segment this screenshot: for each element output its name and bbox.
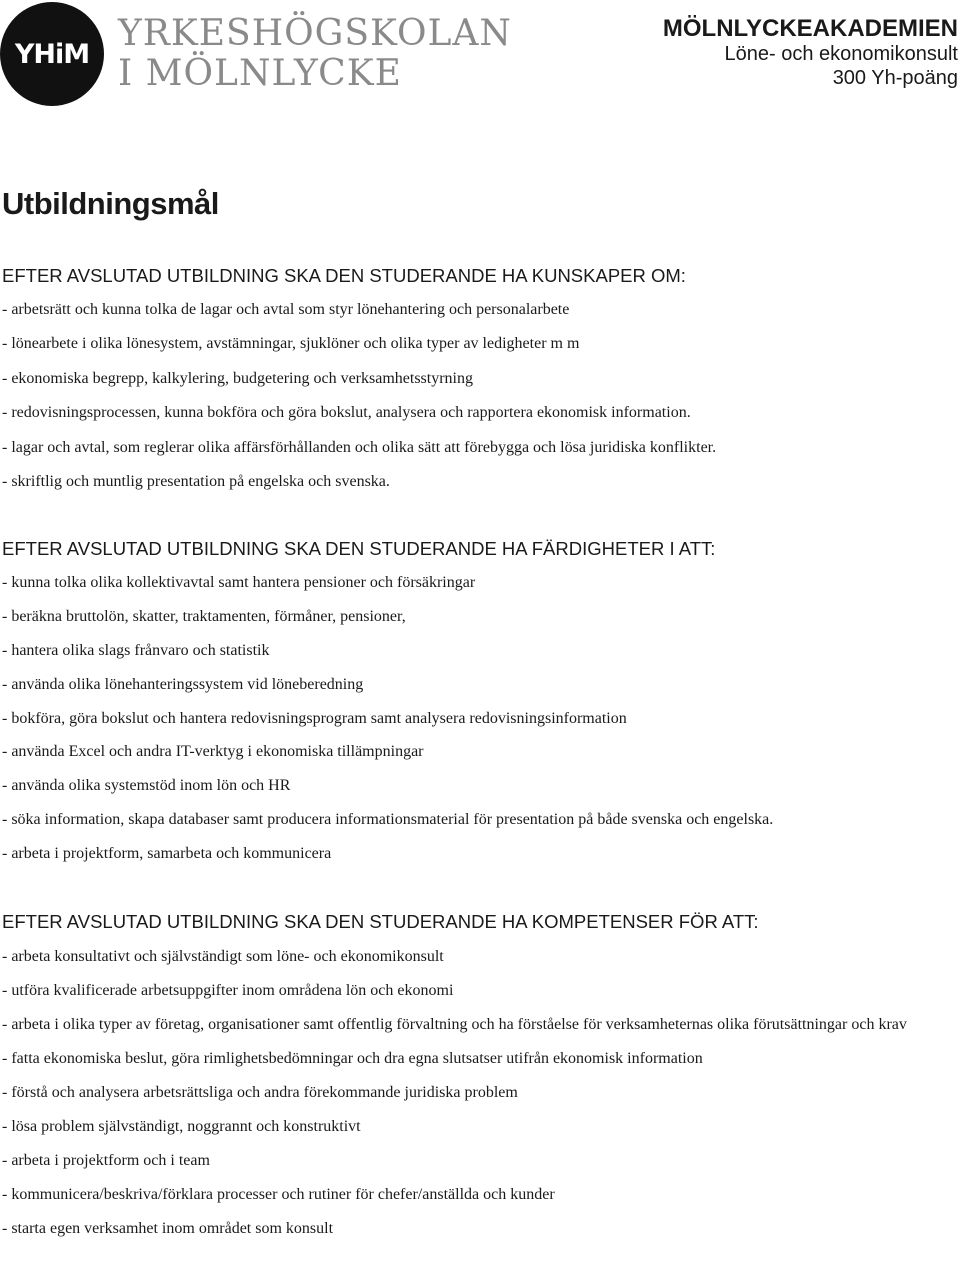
list-item: - lagar och avtal, som reglerar olika affärsförhållanden och olika sätt att förebygga och lösa juridiska konflikter. — [2, 438, 717, 456]
list-item: - förstå och analysera arbetsrättsliga och andra förekommande juridiska problem — [2, 1084, 518, 1101]
list-item: - arbeta i projektform och i team — [2, 1152, 210, 1169]
program-name: Löne- och ekonomikonsult — [724, 43, 958, 65]
list-item: - kommunicera/beskriva/förklara processer och rutiner för chefer/anställda och kunder — [2, 1186, 555, 1203]
section-knowledge — [2, 265, 952, 505]
academy-name: MÖLNLYCKEAKADEMIEN — [662, 15, 958, 42]
program-points: 300 Yh-poäng — [832, 67, 958, 89]
list-item: - använda olika lönehanteringssystem vid löneberedning — [2, 675, 364, 693]
list-item: - hantera olika slags frånvaro och statistik — [2, 641, 270, 659]
goal-list — [2, 945, 952, 1241]
section-heading: EFTER AVSLUTAD UTBILDNING SKA DEN STUDERANDE HA KUNSKAPER OM: — [2, 265, 686, 286]
list-item: - arbeta i projektform, samarbeta och kommunicera — [2, 845, 332, 863]
list-item: - arbetsrätt och kunna tolka de lagar och avtal som styr lönehantering och personalarbete — [2, 301, 570, 318]
logo-badge: YHiM — [0, 2, 104, 106]
list-item: - lönearbete i olika lönesystem, avstämningar, sjuklöner och olika typer av ledigheter m m — [2, 335, 580, 353]
list-item: - använda olika systemstöd inom lön och HR — [2, 777, 291, 795]
list-item: - redovisningsprocessen, kunna bokföra och göra bokslut, analysera och rapportera ekonomisk information. — [2, 404, 691, 422]
list-item: - utföra kvalificerade arbetsuppgifter inom områdena lön och ekonomi — [2, 982, 454, 999]
list-item: - bokföra, göra bokslut och hantera redovisningsprogram samt analysera redovisningsinformation — [2, 709, 627, 727]
list-item: - arbeta i olika typer av företag, organisationer samt offentlig förvaltning och ha förståelse för verksamheternas olika förutsättningar och krav — [2, 1016, 907, 1033]
goal-list — [2, 299, 952, 493]
list-item: - skriftlig och muntlig presentation på engelska och svenska. — [2, 472, 390, 490]
list-item: - kunna tolka olika kollektivavtal samt hantera pensioner och försäkringar — [2, 574, 476, 591]
list-item: - lösa problem självständigt, noggrannt och konstruktivt — [2, 1118, 361, 1135]
program-header — [663, 16, 958, 90]
list-item: - fatta ekonomiska beslut, göra rimlighetsbedömningar och dra egna slutsatser utifrån ekonomisk information — [2, 1050, 703, 1067]
logo-line-2: I MÖLNLYCKE — [118, 53, 402, 94]
section-skills — [2, 538, 952, 877]
page-title: Utbildningsmål — [2, 186, 219, 221]
section-heading: EFTER AVSLUTAD UTBILDNING SKA DEN STUDERANDE HA FÄRDIGHETER I ATT: — [2, 538, 716, 559]
list-item: - söka information, skapa databaser samt producera informationsmaterial för presentation på både svenska och engelska. — [2, 811, 774, 829]
list-item: - beräkna bruttolön, skatter, traktamenten, förmåner, pensioner, — [2, 607, 406, 625]
list-item: - arbeta konsultativt och självständigt som löne- och ekonomikonsult — [2, 948, 444, 965]
list-item: - starta egen verksamhet inom området som konsult — [2, 1220, 334, 1237]
list-item: - använda Excel och andra IT-verktyg i ekonomiska tillämpningar — [2, 743, 424, 761]
logo-line-1: YRKESHÖGSKOLAN — [118, 13, 512, 54]
list-item: - ekonomiska begrepp, kalkylering, budgetering och verksamhetsstyrning — [2, 369, 473, 387]
section-heading: EFTER AVSLUTAD UTBILDNING SKA DEN STUDERANDE HA KOMPETENSER FÖR ATT: — [2, 911, 759, 932]
section-competence — [2, 911, 952, 1251]
school-logo — [0, 2, 512, 106]
goal-list — [2, 572, 952, 865]
logo-wordmark — [118, 14, 512, 94]
